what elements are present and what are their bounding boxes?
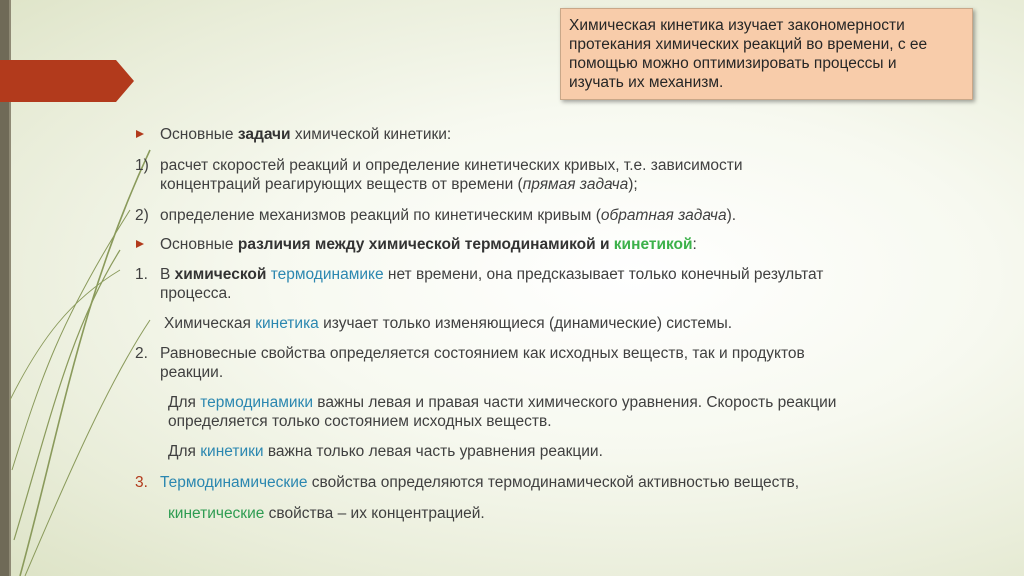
bullet-arrow-icon [136, 130, 144, 138]
bullet-arrow-icon [136, 240, 144, 248]
list-item-line: концентраций реагирующих веществ от времени (прямая задача); [160, 176, 638, 193]
list-item-line: В химической термодинамике нет времени, она предсказывает только конечный результат [160, 266, 824, 283]
list-marker: 3. [135, 474, 148, 491]
list-item-line: расчет скоростей реакций и определение кинетических кривых, т.е. зависимости [160, 157, 743, 174]
list-item-line: Для термодинамики важны левая и правая части химического уравнения. Скорость реакции [168, 394, 837, 411]
bullet-tasks-heading: Основные задачи химической кинетики: [160, 126, 452, 143]
list-item-line: Равновесные свойства определяется состоянием как исходных веществ, так и продуктов [160, 345, 805, 362]
bullet-differences-heading: Основные различия между химической термодинамикой и кинетикой: [160, 236, 697, 253]
definition-callout [560, 8, 973, 100]
callout-line: изучать их механизм. [569, 74, 724, 91]
list-item-line: Термодинамические свойства определяются термодинамической активностью веществ, [160, 474, 800, 491]
list-marker: 2. [135, 345, 148, 362]
callout-line: протекания химических реакций во времени, с ее [569, 36, 928, 53]
list-marker: 2) [135, 207, 149, 224]
list-item-line: кинетические свойства – их концентрацией. [168, 505, 485, 522]
list-item-line: реакции. [160, 364, 224, 381]
list-marker: 1) [135, 157, 149, 174]
list-item-line: определяется только состоянием исходных веществ. [168, 413, 552, 430]
list-item-line: Химическая кинетика изучает только изменяющиеся (динамические) системы. [164, 315, 733, 332]
list-item-line: процесса. [160, 285, 232, 302]
list-marker: 1. [135, 266, 148, 283]
callout-line: помощью можно оптимизировать процессы и [569, 55, 897, 72]
title-arrow-banner [0, 60, 134, 102]
callout-line: Химическая кинетика изучает закономерности [569, 17, 905, 34]
list-item-line: определение механизмов реакций по кинетическим кривым (обратная задача). [160, 207, 737, 224]
list-item-line: Для кинетики важна только левая часть уравнения реакции. [168, 443, 603, 460]
